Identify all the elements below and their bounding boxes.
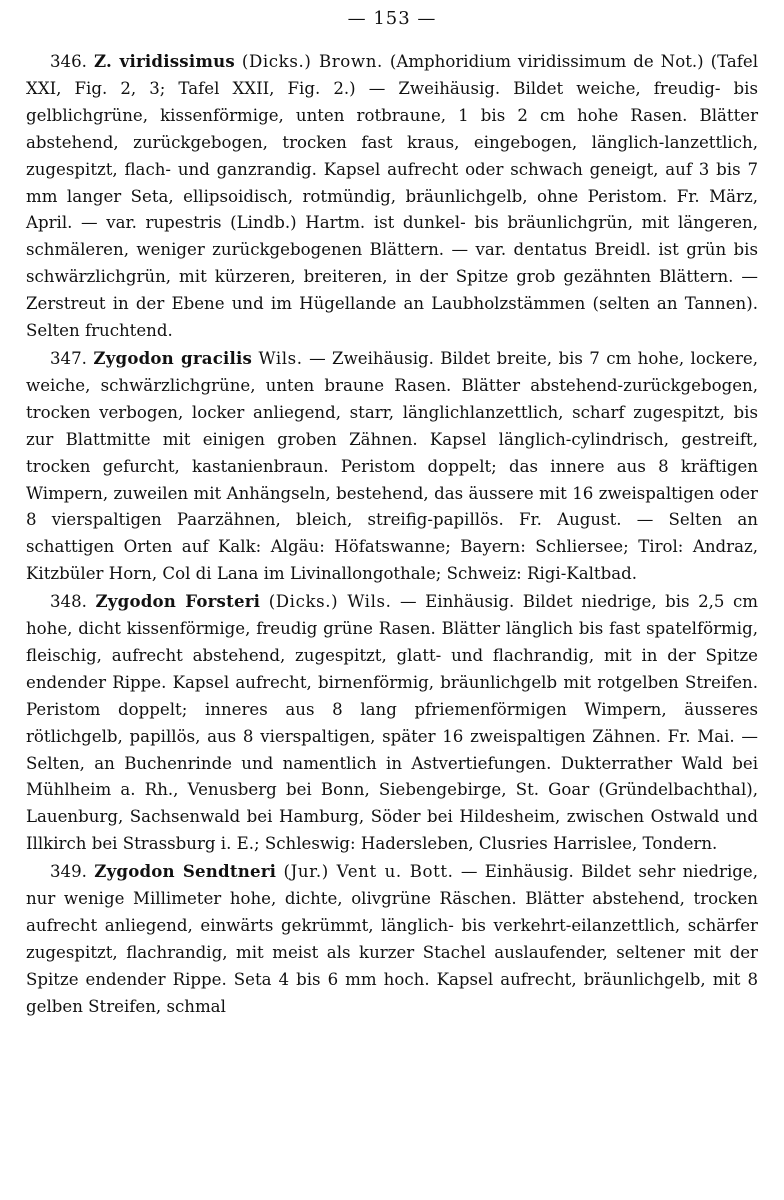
species-author: (Dicks.) Brown. [241, 52, 383, 71]
species-author: Wils. [258, 348, 303, 368]
entry-text: (Amphoridium viridissimum de Not.) (Tafel XXI, Fig. 2, 3; Tafel XXII, Fig. 2.) — Zweihäusig. Bildet weiche, freudig- bis gelblichgrüne, kissenförmige, unten rotbraune, 1 bis 2 cm hohe Rasen. Blätter abstehend, zurückgebogen, trocken fast kraus, eingebogen, länglich-lanzettlich, zugespitzt, flach- und ganzrandig. Kapsel aufrecht oder schwach geneigt, auf 3 bis 7 mm langer Seta, ellipsoidisch, rotmündig, bräunlichgelb, ohne Peristom. Fr. März, April. — var. rupestris (Lindb.) Hartm. ist dunkel- bis bräunlichgrün, mit längeren, schmäleren, weniger zurückgebogenen Blättern. — var. dentatus Breidl. ist grün bis schwärzlichgrün, mit kürzeren, breiteren, in der Spitze grob gezähnten Blättern. — Zerstreut in der Ebene und im Hügellande an Laubholzstämmen (selten an Tannen). Selten fruchtend. [26, 52, 759, 341]
species-name: Zygodon Sendtneri [94, 861, 277, 882]
page [26, 8, 758, 1021]
species-name: Zygodon gracilis [93, 347, 253, 368]
entry-348 [26, 588, 758, 858]
entry-text: — Zweihäusig. Bildet breite, bis 7 cm hohe, lockere, weiche, schwärzlichgrüne, unten braune Rasen. Blätter abstehend-zurückgebogen, trocken verbogen, locker anliegend, starr, länglichlanzettlich, scharf zugespitzt, bis zur Blattmitte mit einigen groben Zähnen. Kapsel länglich-cylindrisch, gestreift, trocken gefurcht, kastanienbraun. Peristom doppelt; das innere aus 8 kräftigen Wimpern, zuweilen mit Anhängseln, bestehend, das äussere mit 16 zweispaltigen oder 8 vierspaltigen Paarzähnen, bleich, streifig-papillös. Fr. August. — Selten an schattigen Orten auf Kalk: Algäu: Höfatswanne; Bayern: Schliersee; Tirol: Andraz, Kitzbüler Horn, Col di Lana im Livinallongothale; Schweiz: Rigi-Kaltbad. [26, 348, 759, 584]
entry-text: — Einhäusig. Bildet sehr niedrige, nur wenige Millimeter hohe, dichte, olivgrüne Räschen. Blätter abstehend, trocken aufrecht anliegend, einwärts gekrümmt, länglich- bis verkehrt-eilanzettlich, schärfer zugespitzt, flachrandig, mit meist als kurzer Stachel auslaufender, seltener mit der Spitze endender Rippe. Seta 4 bis 6 mm hoch. Kapsel aufrecht, bräunlichgelb, mit 8 gelben Streifen, schmal [26, 862, 758, 1016]
species-author: (Jur.) Vent u. Bott. [283, 862, 454, 882]
page-number: — 153 — [347, 8, 437, 29]
entry-346 [26, 48, 758, 345]
entry-349 [26, 858, 758, 1020]
species-author: (Dicks.) Wils. [268, 592, 392, 612]
species-name: Zygodon Forsteri [95, 591, 261, 612]
entry-number: 347. [50, 348, 87, 368]
species-name: Z. viridissimus [93, 51, 235, 71]
entry-number: 348. [50, 592, 87, 612]
entry-text: — Einhäusig. Bildet niedrige, bis 2,5 cm hohe, dicht kissenförmige, freudig grüne Rasen. Blätter länglich bis fast spatelförmig, fleischig, aufrecht abstehend, zugespitzt, glatt- und flachrandig, mit in der Spitze endender Rippe. Kapsel aufrecht, birnenförmig, bräunlichgelb mit rotgelben Streifen. Peristom doppelt; inneres aus 8 lang pfriemenförmigen Wimpern, äusseres rötlichgelb, papillös, aus 8 vierspaltigen, später 16 zweispaltigen Zähnen. Fr. Mai. — Selten, an Buchenrinde und namentlich in Astvertiefungen. Dukterrather Wald bei Mühlheim a. Rh., Venusberg bei Bonn, Siebengebirge, St. Goar (Gründelbachthal), Lauenburg, Sachsenwald bei Hamburg, Söder bei Hildesheim, zwischen Ostwald und Illkirch bei Strassburg i. E.; Schleswig: Hadersleben, Clusries Harrislee, Tondern. [26, 592, 759, 854]
entry-number: 349. [50, 862, 87, 882]
entry-number: 346. [50, 52, 87, 71]
entry-347 [26, 345, 758, 588]
